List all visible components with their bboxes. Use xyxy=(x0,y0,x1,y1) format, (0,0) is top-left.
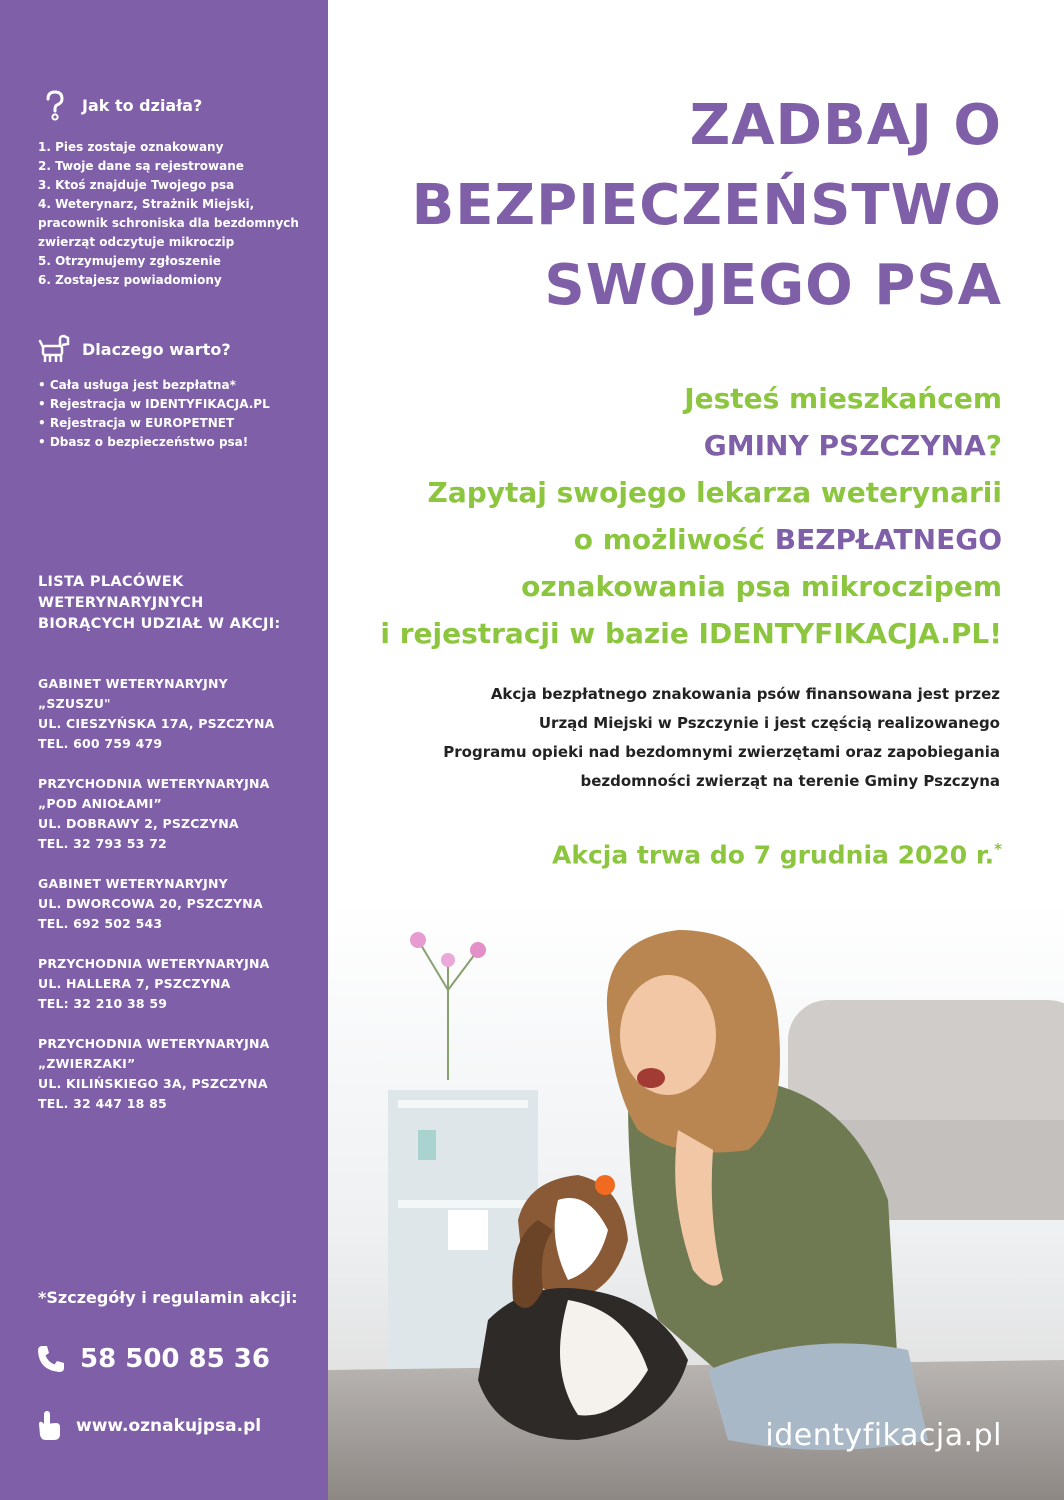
website-url: www.oznakujpsa.pl xyxy=(76,1416,262,1436)
website-link[interactable] xyxy=(36,1410,261,1442)
clinic-list xyxy=(38,674,323,1134)
list-item: • Cała usługa jest bezpłatna* xyxy=(38,378,236,392)
details-label: *Szczegóły i regulamin akcji: xyxy=(38,1288,298,1307)
title-line: BEZPIECZEŃSTWO xyxy=(411,173,1002,238)
clinic-entry xyxy=(38,954,323,1014)
info-line: bezdomności zwierząt na terenie Gminy Pszczyna xyxy=(580,772,1000,790)
cta-line xyxy=(380,422,1002,469)
phone-icon xyxy=(36,1344,66,1374)
clinic-list-title: LISTA PLACÓWEK WETERYNARYJNYCH BIORĄCYCH UDZIAŁ W AKCJI: xyxy=(38,574,281,632)
footnote-mark: * xyxy=(994,840,1002,858)
info-line: Akcja bezpłatnego znakowania psów finansowana jest przez xyxy=(490,685,1000,703)
list-item: 2. Twoje dane są rejestrowane xyxy=(38,159,244,173)
clinic-line: „SZUSZU" xyxy=(38,696,111,711)
clinic-line: PRZYCHODNIA WETERYNARYJNA xyxy=(38,1036,270,1051)
list-item: 6. Zostajesz powiadomiony xyxy=(38,273,222,287)
phone-number: 58 500 85 36 xyxy=(80,1344,270,1374)
question-mark: ? xyxy=(985,429,1002,462)
clinic-line: UL. DWORCOWA 20, PSZCZYNA xyxy=(38,896,263,911)
dog-icon xyxy=(38,332,72,366)
woman-dog-photo xyxy=(328,900,1064,1500)
cta-line: Jesteś mieszkańcem xyxy=(684,382,1002,415)
cta-text: o możliwość xyxy=(573,523,775,556)
clinic-entry xyxy=(38,674,323,754)
cta-line: i rejestracji w bazie IDENTYFIKACJA.PL! xyxy=(380,617,1002,650)
cta-line: Zapytaj swojego lekarza weterynarii xyxy=(427,476,1002,509)
title-line: ZADBAJ O xyxy=(689,93,1002,158)
list-item: • Rejestracja w IDENTYFIKACJA.PL xyxy=(38,397,270,411)
clinic-line: UL. CIESZYŃSKA 17A, PSZCZYNA xyxy=(38,716,275,731)
info-line: Urząd Miejski w Pszczynie i jest częścią realizowanego xyxy=(538,714,1000,732)
clinic-line: PRZYCHODNIA WETERYNARYJNA xyxy=(38,776,270,791)
why-heading xyxy=(38,332,231,366)
clinic-line: UL. DOBRAWY 2, PSZCZYNA xyxy=(38,816,239,831)
title-line: SWOJEGO PSA xyxy=(544,253,1002,318)
how-it-works-title: Jak to działa? xyxy=(82,95,203,115)
page-title xyxy=(412,86,1002,326)
pointing-hand-icon xyxy=(36,1410,62,1442)
identyfikacja-logo: identyfikacja.pl xyxy=(765,1418,1002,1453)
phone-contact[interactable] xyxy=(36,1344,270,1374)
clinic-line: GABINET WETERYNARYJNY xyxy=(38,876,228,891)
clinic-line: UL. KILIŃSKIEGO 3A, PSZCZYNA xyxy=(38,1076,268,1091)
list-item: • Rejestracja w EUROPETNET xyxy=(38,416,235,430)
cta-line: oznakowania psa mikroczipem xyxy=(521,570,1002,603)
clinic-line: TEL. 692 502 543 xyxy=(38,916,163,931)
list-item: 3. Ktoś znajduje Twojego psa xyxy=(38,178,235,192)
free-highlight: BEZPŁATNEGO xyxy=(774,523,1002,556)
benefits-list xyxy=(38,376,270,452)
how-it-works-heading xyxy=(38,88,202,122)
clinic-line: GABINET WETERYNARYJNY xyxy=(38,676,228,691)
deadline xyxy=(552,840,1002,869)
deadline-text: Akcja trwa do 7 grudnia 2020 r. xyxy=(551,840,995,870)
clinic-entry xyxy=(38,1034,323,1114)
info-line: Programu opieki nad bezdomnymi zwierzętami oraz zapobiegania xyxy=(443,743,1000,761)
clinic-entry xyxy=(38,774,323,854)
funding-info xyxy=(443,680,1000,796)
cta-line xyxy=(380,516,1002,563)
clinic-line: TEL: 32 210 38 59 xyxy=(38,996,168,1011)
gmina-name: GMINY PSZCZYNA xyxy=(703,429,986,462)
clinic-line: TEL. 600 759 479 xyxy=(38,736,163,751)
clinic-line: PRZYCHODNIA WETERYNARYJNA xyxy=(38,956,270,971)
steps-list xyxy=(38,138,318,290)
clinic-line: „POD ANIOŁAMI” xyxy=(38,796,162,811)
list-item: 5. Otrzymujemy zgłoszenie xyxy=(38,254,221,268)
why-title: Dlaczego warto? xyxy=(82,339,231,359)
sidebar xyxy=(0,0,328,1500)
clinic-line: UL. HALLERA 7, PSZCZYNA xyxy=(38,976,231,991)
photo-illustration xyxy=(328,900,1064,1500)
clinic-line: „ZWIERZAKI” xyxy=(38,1056,136,1071)
clinic-entry xyxy=(38,874,323,934)
list-item: 4. Weterynarz, Strażnik Miejski, pracownik schroniska dla bezdomnych zwierząt odczytuje mikroczip xyxy=(38,197,299,249)
list-item: • Dbasz o bezpieczeństwo psa! xyxy=(38,435,249,449)
question-mark-icon xyxy=(38,88,72,122)
call-to-action xyxy=(380,375,1002,657)
list-item: 1. Pies zostaje oznakowany xyxy=(38,140,224,154)
clinic-line: TEL. 32 447 18 85 xyxy=(38,1096,167,1111)
clinic-line: TEL. 32 793 53 72 xyxy=(38,836,167,851)
